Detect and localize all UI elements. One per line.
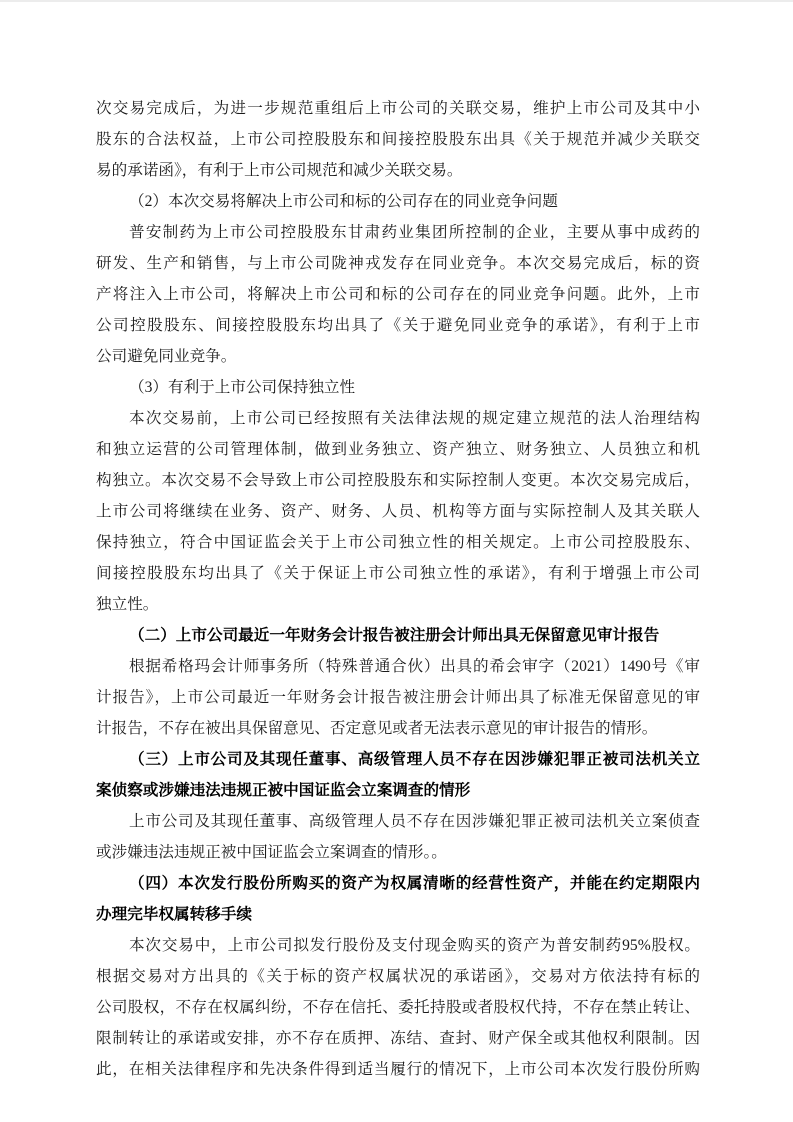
paragraph-line: 上市公司将继续在业务、资产、财务、人员、机构等方面与实际控制人及其关联人 — [96, 503, 700, 520]
paragraph-line: 股东的合法权益，上市公司控股股东和间接控股股东出具《关于规范并减少关联交 — [96, 131, 700, 148]
paragraph-line: 限制转让的承诺或安排，亦不存在质押、冻结、查封、财产保全或其他权利限制。因 — [96, 1030, 700, 1047]
paragraph-line: 公司控股股东、间接控股股东均出具了《关于避免同业竞争的承诺》，有利于上市 — [96, 317, 700, 334]
heading-section-4-ownership — [96, 868, 700, 930]
paragraph-line: 或涉嫌违法违规正被中国证监会立案调查的情形。。 — [96, 844, 447, 861]
paragraph-line: 公司股权，不存在权属纠纷，不存在信托、委托持股或者股权代持，不存在禁止转让、 — [96, 999, 700, 1016]
document-body — [96, 93, 700, 1085]
paragraph-line: 计报告》，上市公司最近一年财务会计报告被注册会计师出具了标准无保留意见的审 — [96, 689, 700, 706]
heading-section-2-audit — [96, 620, 700, 651]
paragraph-line: 间接控股股东均出具了《关于保证上市公司独立性的承诺》，有利于增强上市公司 — [96, 565, 700, 582]
paragraph-line: 根据交易对方出具的《关于标的资产权属状况的承诺函》，交易对方依法持有标的 — [96, 968, 700, 985]
para-competition — [96, 217, 700, 372]
paragraph-line: 此，在相关法律程序和先决条件得到适当履行的情况下，上市公司本次发行股份所购 — [96, 1061, 700, 1078]
paragraph-line: 本次交易中，上市公司拟发行股份及支付现金购买的资产为普安制药95%股权。 — [129, 937, 700, 954]
paragraph-line: 易的承诺函》，有利于上市公司规范和减少关联交易。 — [96, 162, 463, 179]
paragraph-line: 上市公司及其现任董事、高级管理人员不存在因涉嫌犯罪正被司法机关立案侦查 — [129, 813, 700, 830]
paragraph-line: （四）本次发行股份所购买的资产为权属清晰的经营性资产，并能在约定期限内 — [129, 875, 700, 892]
paragraph-line: 产将注入上市公司，将解决上市公司和标的公司存在的同业竞争问题。此外，上市 — [96, 286, 700, 303]
paragraph-line: （3）有利于上市公司保持独立性 — [129, 379, 356, 396]
para-audit — [96, 651, 700, 744]
paragraph-line: 独立性。 — [96, 596, 159, 613]
para-investigation — [96, 806, 700, 868]
page-top-edge — [0, 0, 793, 2]
paragraph-line: 和独立运营的公司管理体制，做到业务独立、资产独立、财务独立、人员独立和机 — [96, 441, 700, 458]
paragraph-line: 研发、生产和销售，与上市公司陇神戎发存在同业竞争。本次交易完成后，标的资 — [96, 255, 700, 272]
paragraph-line: （2）本次交易将解决上市公司和标的公司存在的同业竞争问题 — [129, 193, 558, 210]
paragraph-line: 次交易完成后，为进一步规范重组后上市公司的关联交易，维护上市公司及其中小 — [96, 100, 700, 117]
paragraph-line: 案侦察或涉嫌违法违规正被中国证监会立案调查的情形 — [96, 782, 471, 799]
heading-section-3-investigation — [96, 744, 700, 806]
paragraph-line: 本次交易前，上市公司已经按照有关法律法规的规定建立规范的法人治理结构 — [129, 410, 700, 427]
para-related-transactions-carryover — [96, 93, 700, 186]
paragraph-line: 计报告，不存在被出具保留意见、否定意见或者无法表示意见的审计报告的情形。 — [96, 720, 658, 737]
subheading-2-competition — [96, 186, 700, 217]
paragraph-line: 根据希格玛会计师事务所（特殊普通合伙）出具的希会审字（2021）1490号《审 — [129, 658, 700, 675]
para-independence — [96, 403, 700, 620]
paragraph-line: 公司避免同业竞争。 — [96, 348, 237, 365]
subheading-3-independence — [96, 372, 700, 403]
paragraph-line: 普安制药为上市公司控股股东甘肃药业集团所控制的企业，主要从事中成药的 — [129, 224, 700, 241]
paragraph-line: （二）上市公司最近一年财务会计报告被注册会计师出具无保留意见审计报告 — [129, 627, 660, 644]
paragraph-line: 保持独立，符合中国证监会关于上市公司独立性的相关规定。上市公司控股股东、 — [96, 534, 700, 551]
paragraph-line: 办理完毕权属转移手续 — [96, 906, 252, 923]
paragraph-line: （三）上市公司及其现任董事、高级管理人员不存在因涉嫌犯罪正被司法机关立 — [129, 751, 700, 768]
paragraph-line: 构独立。本次交易不会导致上市公司控股股东和实际控制人变更。本次交易完成后， — [96, 472, 700, 489]
para-ownership — [96, 930, 700, 1085]
